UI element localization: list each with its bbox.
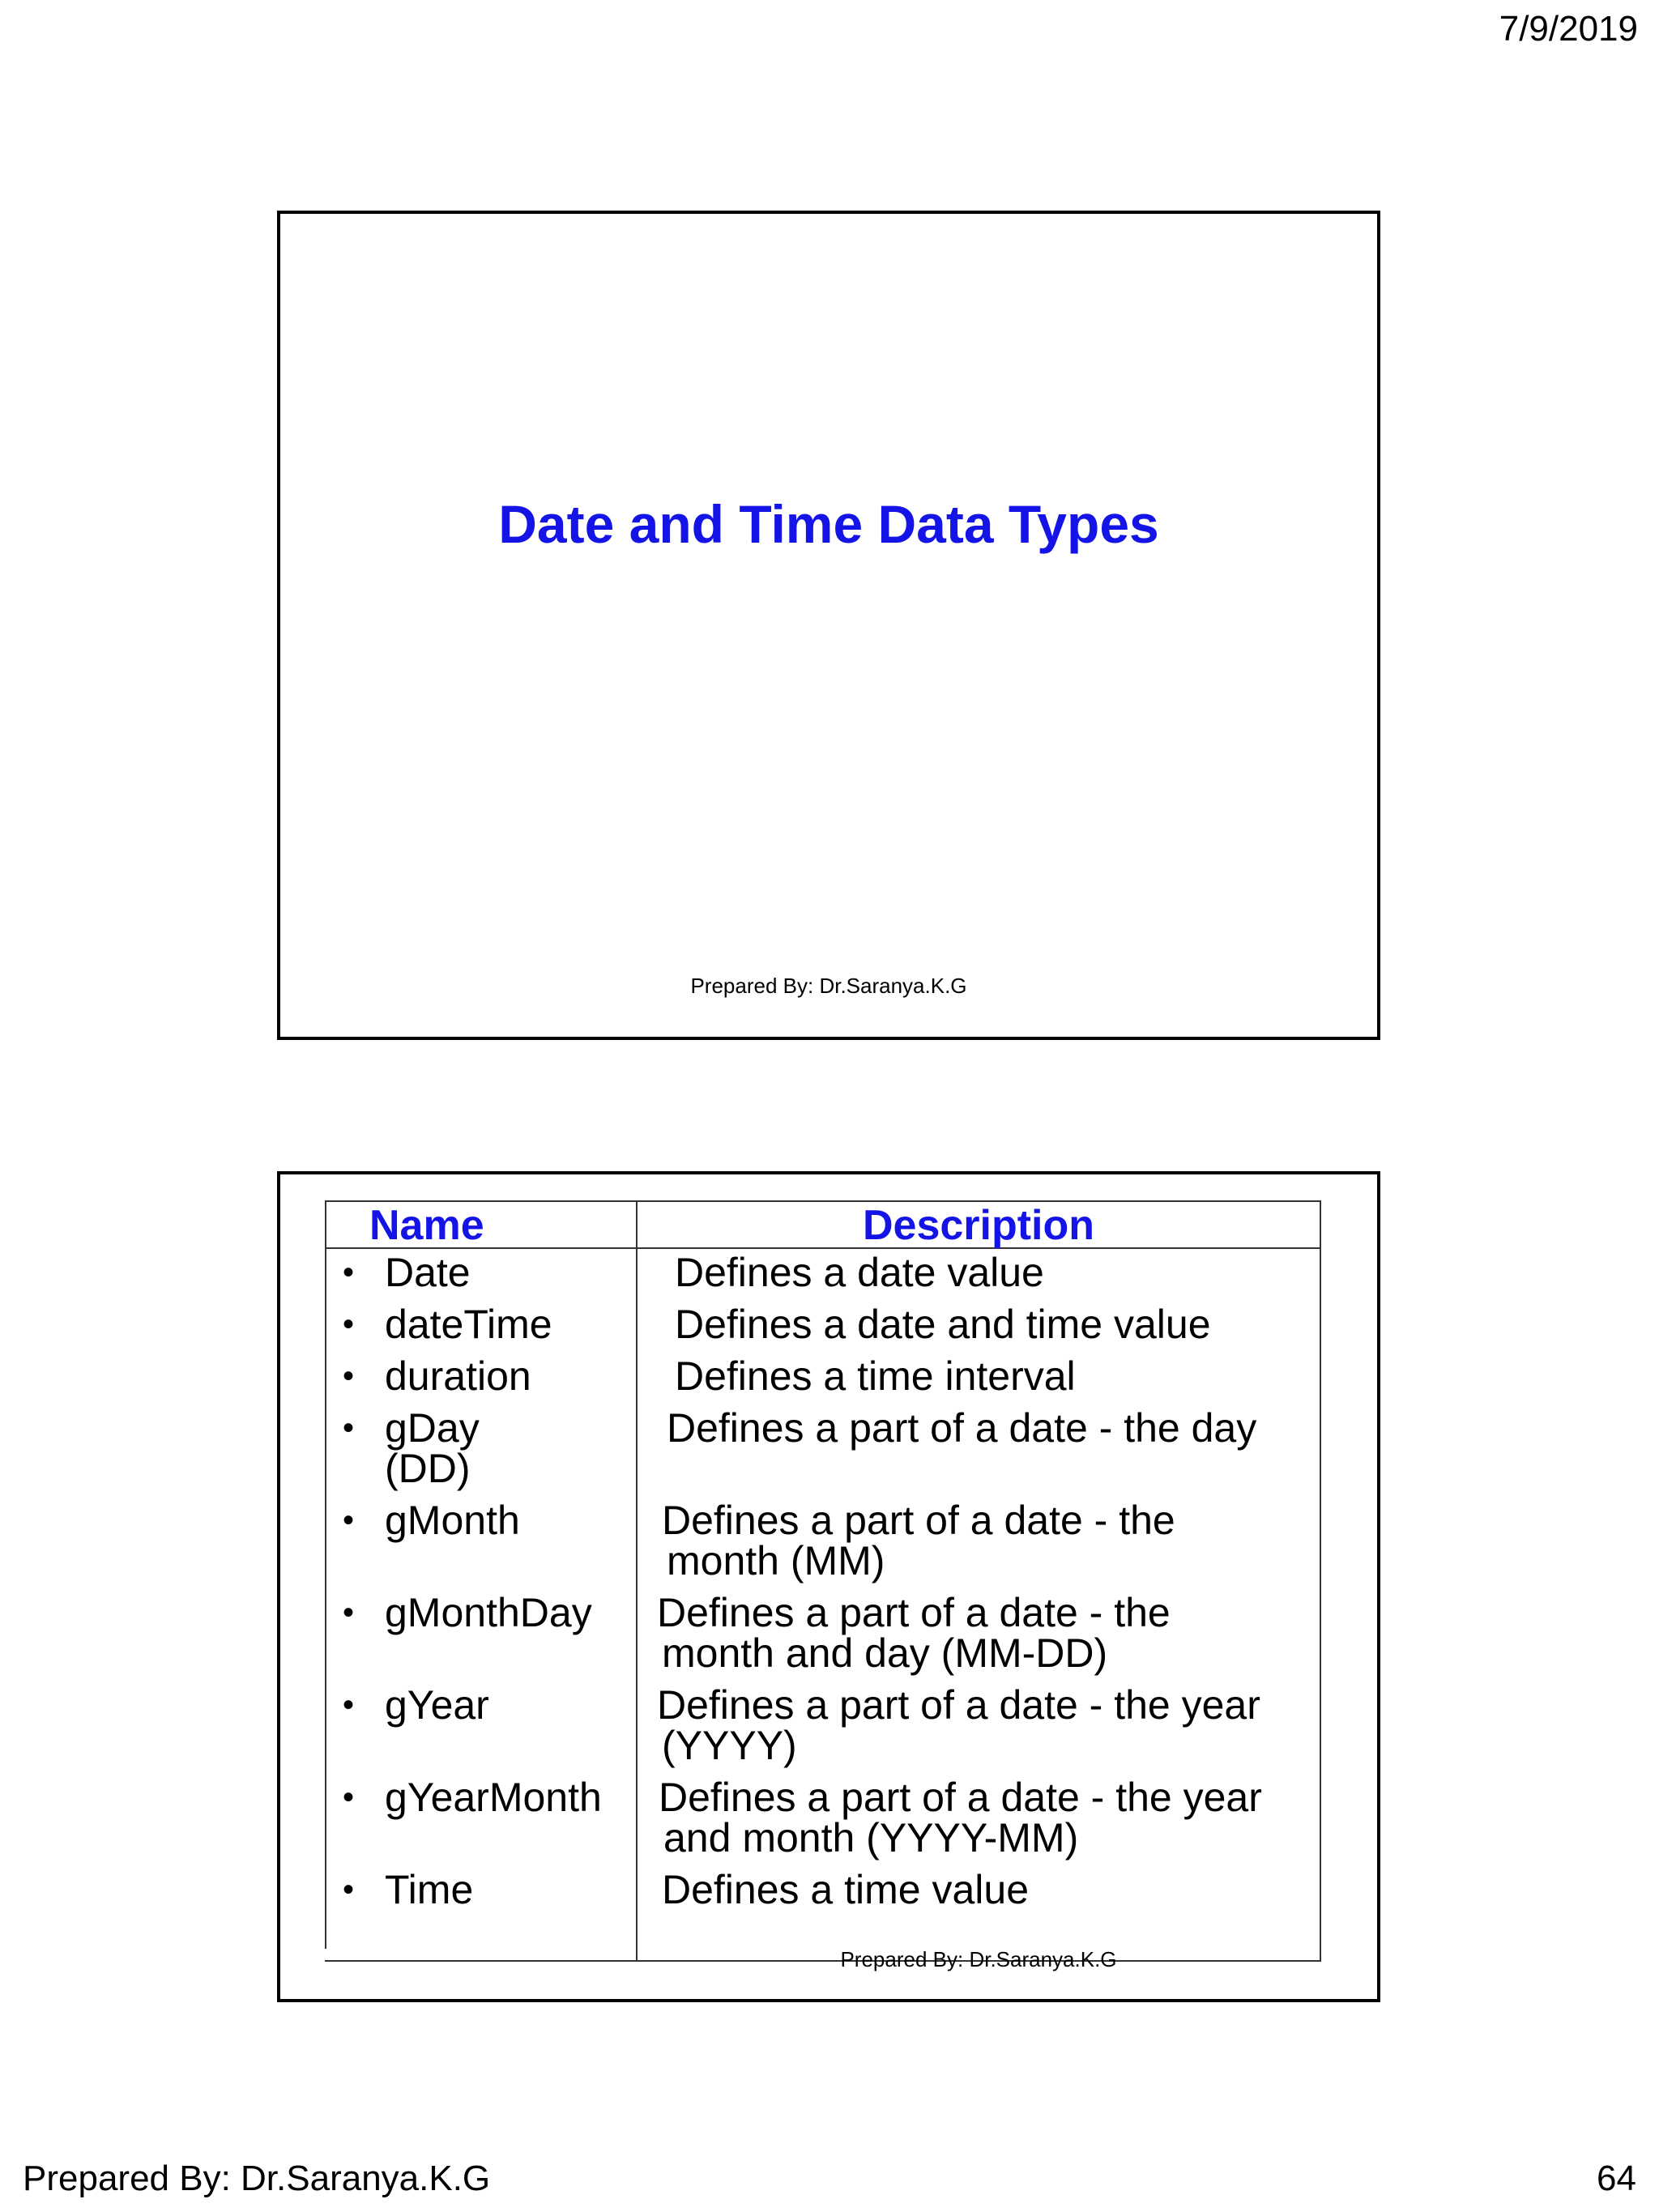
- row-description: Defines a date value: [675, 1250, 1044, 1295]
- row-description: Defines a part of a date - the month (MM): [662, 1498, 1175, 1583]
- slide-title-card: [277, 211, 1380, 1040]
- row-name: • Date: [343, 1250, 471, 1295]
- bullet-icon: •: [343, 1595, 355, 1630]
- bullet-icon: •: [343, 1502, 355, 1538]
- bullet-icon: •: [343, 1255, 355, 1290]
- row-description: Defines a date and time value: [675, 1302, 1211, 1347]
- bullet-icon: •: [343, 1358, 355, 1394]
- slide-footer: Prepared By: Dr.Saranya.K.G: [690, 974, 967, 998]
- row-name: • dateTime: [343, 1302, 552, 1347]
- row-name: • gMonthDay: [343, 1590, 592, 1635]
- row-description: Defines a part of a date - the day: [667, 1405, 1257, 1451]
- row-name: • Time: [343, 1867, 474, 1912]
- column-divider: [636, 1202, 638, 1960]
- row-name: • gYearMonth: [343, 1775, 602, 1820]
- header-description: Description: [862, 1202, 1095, 1249]
- row-name: • gMonth: [343, 1498, 520, 1543]
- page-number: 64: [1597, 2159, 1636, 2198]
- row-name: • gDay (DD): [343, 1405, 480, 1491]
- bullet-icon: •: [343, 1779, 355, 1815]
- row-description: Defines a time interval: [675, 1353, 1076, 1399]
- page-date: 7/9/2019: [1499, 9, 1638, 49]
- slide-data-types-table: [277, 1171, 1380, 2002]
- row-description: Defines a part of a date - the month and day (MM-DD): [657, 1590, 1171, 1676]
- data-types-table: [325, 1200, 1321, 1971]
- row-name: • duration: [343, 1353, 531, 1399]
- slide-footer: Prepared By: Dr.Saranya.K.G: [840, 1947, 1117, 1971]
- bullet-icon: •: [343, 1306, 355, 1342]
- row-description: Defines a time value: [662, 1867, 1030, 1912]
- row-description: Defines a part of a date - the year and month (YYYY-MM): [659, 1775, 1262, 1860]
- slide-title: Date and Time Data Types: [498, 494, 1159, 554]
- page-footer-author: Prepared By: Dr.Saranya.K.G: [23, 2159, 491, 2198]
- bullet-icon: •: [343, 1687, 355, 1723]
- bullet-icon: •: [343, 1872, 355, 1907]
- bullet-icon: •: [343, 1410, 355, 1446]
- header-name: Name: [369, 1202, 484, 1249]
- row-description: Defines a part of a date - the year (YYYY): [657, 1682, 1260, 1768]
- row-name: • gYear: [343, 1682, 489, 1728]
